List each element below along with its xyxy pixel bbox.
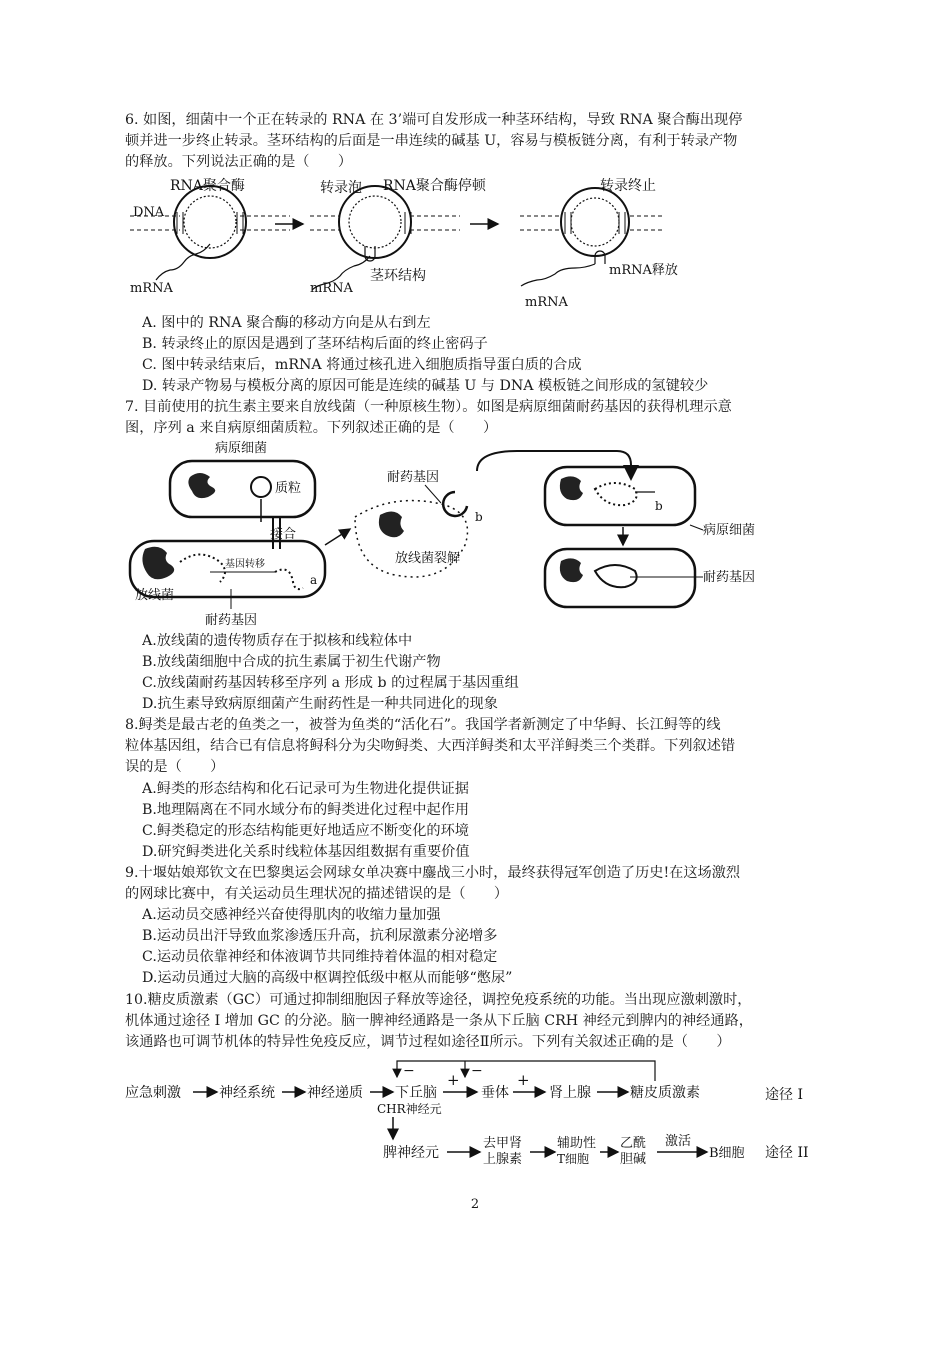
q8-option-a: A.鲟类的形态结构和化石记录可为生物进化提供证据: [142, 781, 469, 797]
q10-bcell-label: B细胞: [709, 1146, 745, 1161]
q6-bubble-label: 转录泡: [320, 180, 362, 196]
q6-stemloop-label: 茎环结构: [370, 268, 426, 284]
q6-dna-label: DNA: [133, 205, 165, 220]
q7-option-a: A.放线菌的遗传物质存在于拟核和线粒体中: [142, 633, 413, 649]
q7-pathogen-top-label: 病原细菌: [215, 441, 268, 456]
q7-resistance-top-label: 耐药基因: [387, 470, 440, 485]
q7-label-b2: b: [655, 499, 663, 513]
q6-panel-2: [310, 177, 487, 296]
q6-mrna-label-1: mRNA: [130, 281, 173, 296]
q6-stem-line-2: 顿并进一步终止转录。茎环结构的后面是一串连续的碱基 U，容易与模板链分离，有利于转录产物: [125, 133, 738, 149]
q7-pathogen-right-label: 病原细菌: [703, 523, 756, 538]
q6-stem-line-1: 6. 如图，细菌中一个正在转录的 RNA 在 3’端可自发形成一种茎环结构，导致 RNA 聚合酶出现停: [125, 112, 743, 128]
q6-option-d: D. 转录产物易与模板分离的原因可能是连续的碱基 U 与 DNA 模板链之间形成的氢键较少: [142, 378, 709, 394]
q8-stem-line-2: 粒体基因组，结合已有信息将鲟科分为尖吻鲟类、大西洋鲟类和太平洋鲟类三个类群。下列叙述错: [125, 738, 736, 754]
q7-label-b: b: [475, 510, 483, 524]
q10-stem-line-2: 机体通过途径 I 增加 GC 的分泌。脑一脾神经通路是一条从下丘脑 CRH 神经元到脾内的神经通路，: [125, 1013, 753, 1029]
q10-activate-label: 激活: [665, 1134, 692, 1149]
q10-path1-label: 途径 I: [765, 1087, 803, 1103]
q9-stem-line-1: 9.十堰姑娘郑钦文在巴黎奥运会网球女单决赛中鏖战三小时，最终获得冠军创造了历史!在这场激烈: [125, 865, 741, 881]
q10-stem-line-1: 10.糖皮质激素（GC）可通过抑制细胞因子释放等途径，调控免疫系统的功能。当出现应激刺激时，: [125, 992, 752, 1008]
q10-th-line-2: T细胞: [557, 1152, 590, 1166]
q9-stem-line-2: 的网球比赛中，有关运动员生理状况的描述错误的是（ ）: [125, 886, 509, 902]
q6-option-a: A. 图中的 RNA 聚合酶的移动方向是从右到左: [142, 315, 431, 331]
q6-transcription-figure: [125, 172, 705, 312]
q6-option-c: C. 图中转录结束后，mRNA 将通过核孔进入细胞质指导蛋白质的合成: [142, 357, 582, 373]
q7-lysis-label: 放线菌裂解: [395, 551, 461, 566]
q10-th-line-1: 辅助性: [557, 1136, 597, 1151]
q7-plasmid-label: 质粒: [275, 481, 302, 496]
q7-option-c: C.放线菌耐药基因转移至序列 a 形成 b 的过程属于基因重组: [142, 675, 519, 691]
q7-stem-line-1: 7. 目前使用的抗生素主要来自放线菌（一种原核生物）。如图是病原细菌耐药基因的获得机理示意: [125, 399, 732, 415]
q10-plus-1: +: [447, 1071, 460, 1089]
q9-option-a: A.运动员交感神经兴奋使得肌肉的收缩力量加强: [142, 907, 441, 923]
q7-conjugation-label: 接合: [270, 527, 297, 542]
q7-gene-transfer-label: 基因转移: [225, 559, 265, 570]
q10-ach-line-2: 胆碱: [620, 1152, 647, 1167]
q9-option-b: B.运动员出汗导致血浆渗透压升高，抗利尿激素分泌增多: [142, 928, 498, 944]
q6-termination-label: 转录终止: [600, 178, 656, 194]
q6-option-b: B. 转录终止的原因是遇到了茎环结构后面的终止密码子: [142, 336, 488, 352]
q7-actinomycete-label: 放线菌: [135, 588, 175, 603]
q10-spleen-neuron-label: 脾神经元: [383, 1145, 439, 1161]
q10-stress-label: 应急刺激: [125, 1085, 181, 1101]
q10-hypothalamus-label: 下丘脑: [395, 1085, 437, 1101]
q8-stem-line-1: 8.鲟类是最古老的鱼类之一，被誉为鱼类的“活化石”。我国学者新测定了中华鲟、长江鲟等的线: [125, 717, 721, 733]
q7-option-b: B.放线菌细胞中合成的抗生素属于初生代谢产物: [142, 654, 441, 670]
q9-option-c: C.运动员依靠神经和体液调节共同维持着体温的相对稳定: [142, 949, 498, 965]
q10-plus-2: +: [517, 1071, 530, 1089]
q10-adrenal-label: 肾上腺: [549, 1085, 591, 1101]
q8-option-d: D.研究鲟类进化关系时线粒体基因组数据有重要价值: [142, 844, 470, 860]
q6-rnap-label: RNA聚合酶: [170, 178, 245, 194]
q10-pituitary-label: 垂体: [481, 1085, 509, 1101]
q7-stem-line-2: 图，序列 a 来自病原细菌质粒。下列叙述正确的是（ ）: [125, 420, 498, 436]
q6-panel-1: [130, 178, 290, 296]
q6-panel-3: [520, 178, 678, 310]
q10-pathway-figure: [125, 1053, 825, 1171]
q7-resistance-bottom-label: 耐药基因: [205, 613, 258, 628]
q10-path2-label: 途径 II: [765, 1145, 809, 1161]
q8-option-c: C.鲟类稳定的形态结构能更好地适应不断变化的环境: [142, 823, 469, 839]
q10-ne-line-1: 去甲肾: [483, 1136, 523, 1151]
q7-resistance-figure: [125, 437, 775, 629]
q10-neurotransmitter-label: 神经递质: [307, 1085, 363, 1101]
q10-nervous-label: 神经系统: [219, 1085, 275, 1101]
q9-option-d: D.运动员通过大脑的高级中枢调控低级中枢从而能够“憋尿”: [142, 970, 513, 986]
q8-option-b: B.地理隔离在不同水域分布的鲟类进化过程中起作用: [142, 802, 470, 818]
page-number: 2: [470, 1197, 480, 1212]
q10-crh-label: CHR神经元: [377, 1102, 442, 1116]
q6-release-label: mRNA释放: [609, 263, 678, 278]
q10-minus-2: −: [471, 1063, 483, 1079]
q10-stem-line-3: 该通路也可调节机体的特异性免疫反应，调节过程如途径Ⅱ所示。下列有关叙述正确的是（ ）: [125, 1034, 731, 1050]
q10-minus-1: −: [403, 1063, 415, 1079]
q7-option-d: D.抗生素导致病原细菌产生耐药性是一种共同进化的现象: [142, 696, 498, 712]
q6-mrna-label-2: mRNA: [310, 281, 353, 296]
q10-ne-line-2: 上腺素: [483, 1152, 523, 1167]
q6-mrna-label-3: mRNA: [525, 295, 568, 310]
q8-stem-line-3: 误的是（ ）: [125, 759, 225, 775]
q6-pause-label: RNA聚合酶停顿: [383, 178, 486, 194]
q7-label-a: a: [310, 573, 318, 587]
q6-stem-line-3: 的释放。下列说法正确的是（ ）: [125, 154, 353, 170]
q7-resistance-right-label: 耐药基因: [703, 570, 756, 585]
q10-ach-line-1: 乙酰: [620, 1136, 647, 1151]
q10-gc-label: 糖皮质激素: [630, 1085, 700, 1101]
